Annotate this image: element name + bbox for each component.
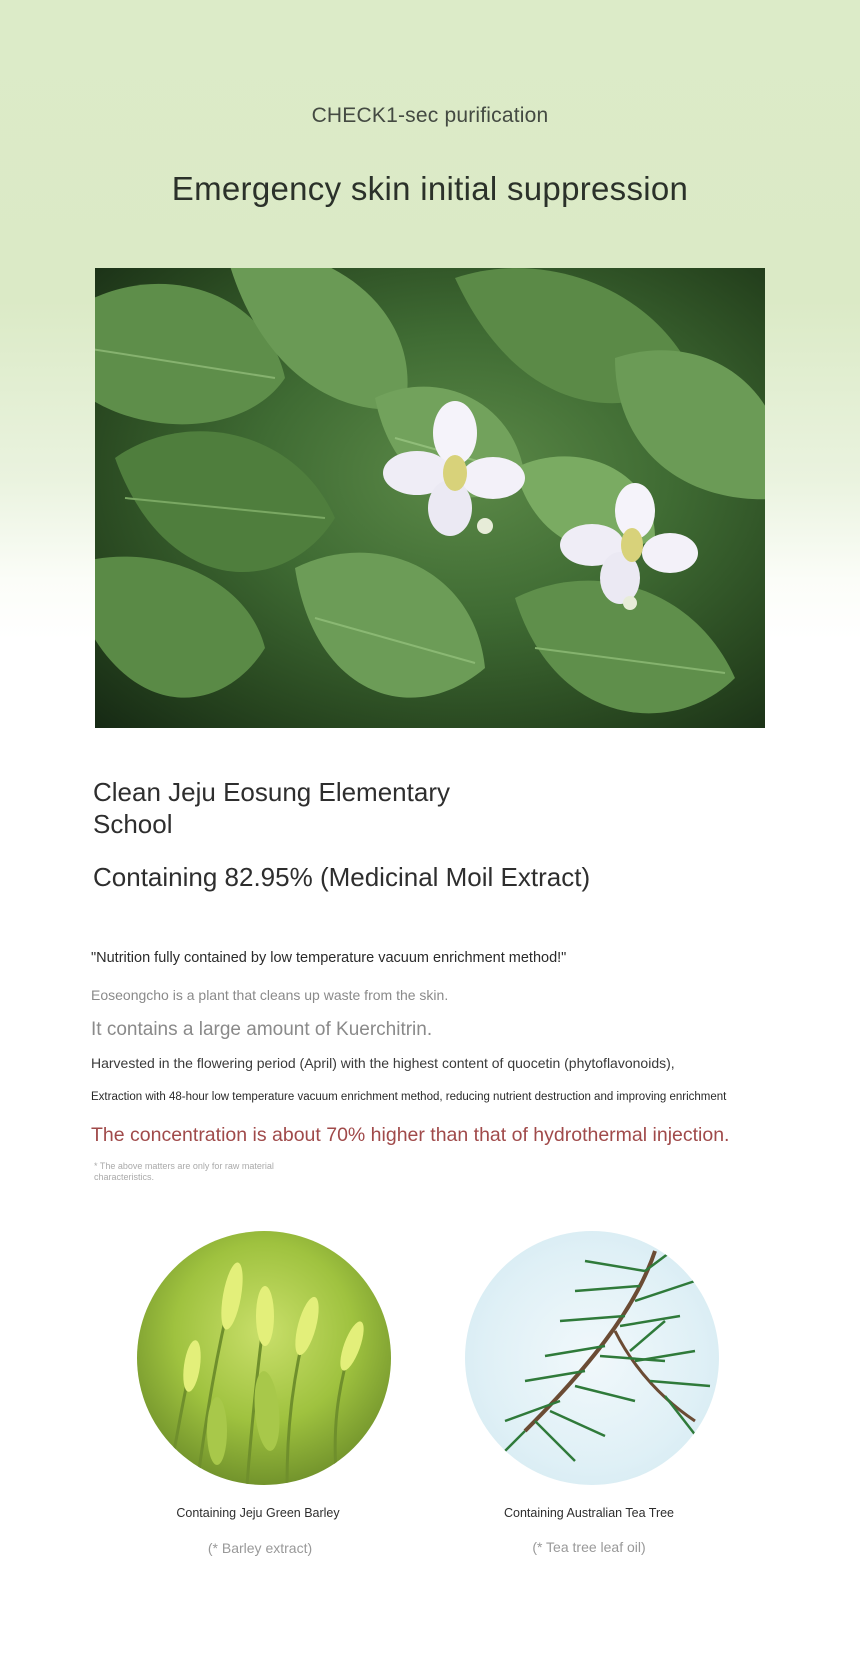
description-line-3: Harvested in the flowering period (April) with the highest content of quocetin (phytoflavonoids), xyxy=(91,1055,675,1071)
tea-tree-image xyxy=(465,1231,719,1485)
ingredient-percentage: Containing 82.95% (Medicinal Moil Extract) xyxy=(93,862,591,892)
description-line-4: Extraction with 48-hour low temperature vacuum enrichment method, reducing nutrient destruction and improving enrichment xyxy=(91,1091,727,1103)
check-label: CHECK1-sec purification xyxy=(311,104,549,127)
headline: Emergency skin initial suppression xyxy=(171,170,689,207)
houttuynia-illustration xyxy=(95,268,765,728)
tea-tree-sub-caption: (* Tea tree leaf oil) xyxy=(532,1539,646,1555)
barley-sub-caption: (* Barley extract) xyxy=(207,1540,313,1556)
green-barley-image xyxy=(137,1231,391,1485)
description-line-2: It contains a large amount of Kuerchitrin. xyxy=(91,1019,433,1040)
tea-tree-illustration xyxy=(465,1231,719,1485)
description-line-1: Eoseongcho is a plant that cleans up waste from the skin. xyxy=(91,987,449,1003)
concentration-highlight: The concentration is about 70% higher than that of hydrothermal injection. xyxy=(91,1124,730,1146)
method-quote: "Nutrition fully contained by low temperature vacuum enrichment method!" xyxy=(91,950,567,966)
tea-tree-caption: Containing Australian Tea Tree xyxy=(503,1506,675,1520)
barley-caption: Containing Jeju Green Barley xyxy=(176,1506,340,1520)
barley-illustration xyxy=(137,1231,391,1485)
ingredient-title: Clean Jeju Eosung Elementary School xyxy=(93,777,450,839)
raw-material-note: * The above matters are only for raw material characteristics. xyxy=(94,1161,274,1182)
houttuynia-flower-image xyxy=(95,268,765,728)
